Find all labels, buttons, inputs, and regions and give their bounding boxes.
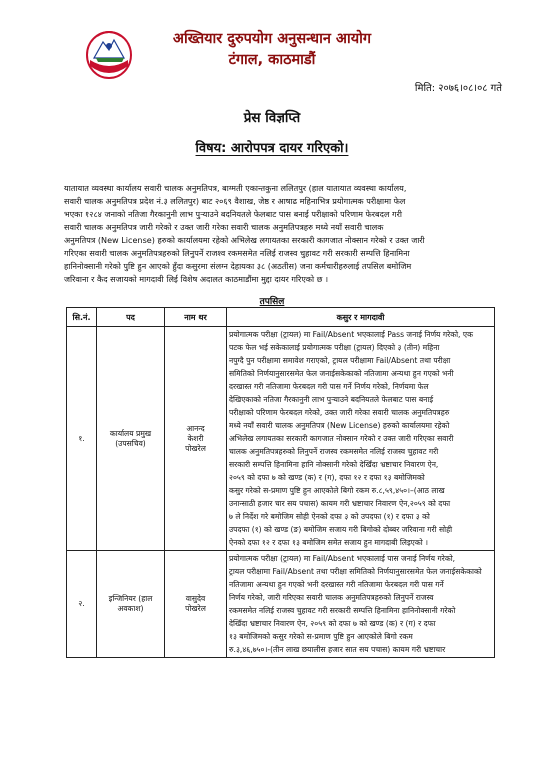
offense-line: अभिलेख लगायतका सरकारी कागजात नोक्सान गरेको र उक्त जारी गरिएका सवारी — [229, 434, 454, 443]
post-line: इन्जिनियर (हाल — [108, 594, 153, 603]
offense-line: पटक फेल भई सकेकालाई प्रयोगात्मक परीक्षा (ट्रायल) दिएको ३ (तीन) महिना — [229, 343, 440, 352]
table-row — [67, 327, 495, 551]
offense-cell — [227, 551, 495, 658]
offense-line: प्रयोगात्मक परीक्षा (ट्रायल) मा Fail/Absent भएकालाई पास जनाई निर्णय गरेको, — [229, 554, 456, 563]
press-release-title: प्रेस विज्ञप्ति — [243, 110, 301, 126]
offense-line: देखिँदा भ्रष्टाचार निवारण ऐन, २०५९ को दफा ७ को खण्ड (क) र (ग) र दफा — [229, 619, 436, 628]
offense-cell — [227, 327, 495, 551]
offense-line: ऐनको दफा १२ र दफा १३ बमोजिम समेत सजाय हुन मागदाबी लिइएको । — [229, 538, 428, 547]
post-line: कार्यालय प्रमुख — [109, 428, 152, 438]
header-post: पद — [97, 308, 165, 327]
header-name: नाम थर — [165, 308, 227, 327]
body-line: हानिनोक्सानी गरेको पुष्टि हुन आएको हुँदा कसुरमा संलग्न देहायका ३८ (अठतीस) जना कर्मचारीहरुलाई तपसिल बमोजिम — [64, 261, 412, 271]
offense-line: उनान्साठी हजार चार सय पचास) कायम गरी भ्रष्टाचार निवारण ऐन,२०५९ को दफा — [229, 499, 451, 508]
offense-line: प्रयोगात्मक परीक्षा (ट्रायल) मा Fail/Absent भएकालाई Pass जनाई निर्णय गरेको, एक — [229, 330, 473, 339]
body-line: सवारी चालक अनुमतिपत्र प्रदेश नं.३ ललितपुर) बाट २०६९ वैशाख, जेष्ठ र आषाढ महिनाभित्र प्रयोगात्मक परीक्षामा फेल — [64, 196, 406, 206]
offense-line: रकमसमेत नलिई राजस्व चुहावट गरी सरकारी सम्पत्ति हिनामिना हानिनोक्सानी गरेको — [229, 606, 456, 615]
accused-table — [66, 307, 495, 658]
offense-line: समितिको निर्णयानुसारसमेत फेल जनाईसकेकाको नतिजामा अन्यथा हुन गएको भनी — [229, 369, 454, 378]
header-offense: कसुर र मागदावी — [227, 308, 495, 327]
offense-line: नतिजामा अन्यथा हुन गएको भनी दरखास्त गरी नतिजामा फेरबदल गरी पास गर्ने — [229, 580, 444, 589]
name-line: केशरी — [187, 433, 204, 443]
table-row — [67, 551, 495, 658]
subject-text: विषय: आरोपपत्र दायर गरिएको। — [195, 141, 349, 156]
name-cell — [165, 327, 227, 551]
organization-location: टंगाल, काठमाडौं — [228, 52, 316, 68]
body-paragraph — [64, 182, 492, 286]
body-line: गरिएका सवारी चालक अनुमतिपत्रहरुको लिनुपर्ने राजश्व रकमसमेत नलिई राजस्व चुहावट गरी सरकारी सम्पत्ति हिनामिना — [64, 248, 410, 258]
name-line: वासुदेव — [185, 594, 206, 603]
body-line: जरिवाना र कैद सजायको मागदावी लिई विशेष अदालत काठमाडौंमा मुद्दा दायर गरिएको छ । — [64, 274, 329, 284]
body-line: भएका १२८४ जनाको नतिजा गैरकानुनी लाभ पुऱ्याउने बदनियतले फेलबाट पास बनाई परीक्षाको परिणाम फेरबदल गरी — [64, 209, 402, 219]
name-cell — [165, 551, 227, 658]
body-line: सवारी चालक अनुमतिपत्र जारी गरेको र उक्त जारी गरेका सवारी चालक अनुमतिपत्रहरु मध्ये नयाँ सवारी चालक — [64, 222, 384, 232]
offense-line: मध्ये नयाँ सवारी चालक अनुमतिपत्र (New License) हरुको कार्यालयमा रहेको — [229, 421, 450, 430]
offense-line: उपदफा (१) को खण्ड (ङ) बमोजिम सजाय गरी बिगोको दोब्बर जरिवाना गरी सोही — [229, 525, 453, 534]
body-line: अनुमतिपत्र (New License) हरुको कार्यालयमा रहेको अभिलेख लगायतका सरकारी कागजात नोक्सान गरेको र उक्त जारी — [64, 235, 425, 245]
post-cell — [97, 551, 165, 658]
name-line: पोखरेल — [185, 604, 206, 613]
post-line: अवकाश) — [117, 604, 144, 613]
serial-cell: २. — [67, 551, 97, 658]
organization-name: अख्तियार दुरुपयोग अनुसन्धान आयोग — [172, 31, 372, 47]
offense-line: परीक्षाको परिणाम फेरबदल गरेको, उक्त जारी गरेका सवारी चालक अनुमतिपत्रहरु — [229, 408, 450, 417]
offense-line: दरखास्त गरी नतिजामा फेरबदल गरी पास गर्ने निर्णय गरेको, निर्णयमा फेल — [229, 382, 429, 391]
offense-line: ७ ले निर्देश गरे बमोजिम सोही ऐनको दफा ३ को उपदफा (१) र दफा ३ को — [229, 512, 430, 521]
offense-line: ट्रायल परीक्षामा Fail/Absent तथा परीक्षा समितिको निर्णयानुसारसमेत फेल जनाईसकेकाको — [229, 567, 482, 576]
header-serial: सि.नं. — [67, 308, 97, 327]
post-cell — [97, 327, 165, 551]
offense-line: सरकारी सम्पत्ति हिनामिना हानि नोक्सानी गरेको देखिँदा भ्रष्टाचार निवारण ऐन, — [229, 460, 439, 469]
offense-line: १३ बमोजिमको कसुर गरेको स-प्रमाण पुष्टि हुन आएकोले बिगो रकम — [229, 632, 413, 641]
appendix-title: तपसिल — [259, 297, 285, 307]
table-header-row — [67, 308, 495, 327]
name-line: पोखरेल — [185, 443, 206, 453]
offense-line: चालक अनुमतिपत्रहरुको लिनुपर्ने राजस्व रकमसमेत नलिई राजस्व चुहावट गरी — [229, 447, 439, 456]
post-line: (उपसचिव) — [115, 438, 146, 448]
release-date: मिति: २०७६।०८।०८ गते — [414, 83, 502, 94]
offense-line: २०५९ को दफा ७ को खण्ड (क) र (ग), दफा १२ र दफा १३ बमोजिमको — [229, 473, 425, 482]
offense-line: निर्णय गरेको, जारी गरिएका सवारी चालक अनुमतिपत्रहरुको लिनुपर्ने राजस्व — [229, 593, 434, 602]
offense-line: नपुग्दै पुन परीक्षामा समावेश गराएको, ट्रायल परीक्षामा Fail/Absent तथा परीक्षा — [229, 356, 451, 365]
offense-line: रु.३,४६,७५०।-(तीन लाख छयालीस हजार सात सय पचास) कायम गरी भ्रष्टाचार — [229, 645, 446, 654]
body-line: यातायात व्यवस्था कार्यालय सवारी चालक अनुमतिपत्र, बाग्मती एकान्तकुना ललितपुर (हाल यातायात व्यवस्था कार्यालय, — [64, 183, 407, 193]
offense-line: देखिएकाको नतिजा गैरकानुनी लाभ पुऱ्याउने बदनियतले फेलबाट पास बनाई — [229, 395, 434, 404]
name-line: आनन्द — [186, 423, 205, 433]
subject-line — [0, 138, 544, 156]
offense-line: कसुर गरेको स-प्रमाण पुष्टि हुन आएकोले बिगो रकम रु.८,५९,४५०।–(आठ लाख — [229, 486, 445, 495]
serial-cell: १. — [67, 327, 97, 551]
